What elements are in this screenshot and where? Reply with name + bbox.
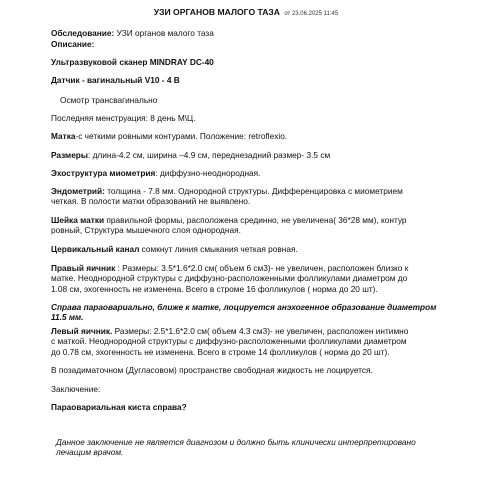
scanner-line: Ультразвуковой сканер MINDRAY DC-40: [51, 57, 214, 67]
endometrium-label: Эндометрий:: [51, 186, 105, 196]
left-ovary-line-1: [51, 326, 451, 336]
cervix-line-2: ровный, Структура мышечного слоя однородная.: [51, 225, 241, 236]
report-timestamp: от 23.06.2025 11:45: [284, 11, 339, 17]
endometrium-block: [51, 186, 451, 207]
left-ovary-text-1: Размеры: 2.5*1.6*2.0 см( объем 4.3 см3)- не увеличен, расположен интимно: [112, 326, 409, 336]
left-ovary-line-2: с маткой. Неоднородной структуры с диффузно-расположенными фолликулами диаметром: [51, 336, 407, 347]
sizes-value: : длина-4.2 см, ширина –4.9 см, переднезадний размер- 3.5 см: [87, 150, 331, 160]
cervix-block: [51, 215, 451, 236]
myometrium-label: Эхоструктура миометрия: [51, 168, 156, 178]
disclaimer-line-2: лечащим врачом.: [56, 447, 124, 458]
right-ovary-line-3: 1.08 см, эхогенность не изменена. Всего в строме 16 фолликулов ( норма до 20 шт).: [51, 283, 378, 294]
report-header: [0, 7, 492, 19]
paraovarian-line-1: Справа параовариально, ближе к матке, лоцируется анэхогенное образование диаметром: [51, 302, 437, 312]
canal-line: [51, 244, 451, 254]
left-ovary-line-3: до 0.78 см, эхогенность не изменена. Всего в строме 14 фолликулов ( норма до 20 шт).: [51, 346, 390, 357]
exam-line: [51, 28, 451, 38]
cervix-line-1: [51, 215, 451, 225]
description-label: Описание:: [51, 39, 95, 49]
exam-label: Обследование:: [51, 28, 115, 38]
cervix-text-1: правильной формы, расположена срединно, не увеличена( 36*28 мм), контур: [104, 215, 407, 225]
exam-value: УЗИ органов малого таза: [114, 28, 214, 38]
disclaimer: [56, 437, 476, 458]
sizes-label: Размеры: [51, 150, 88, 160]
probe-line: Датчик - вагинальный V10 - 4 B: [51, 75, 180, 85]
conclusion-label: Заключение:: [51, 384, 101, 394]
uterus-value: -с четкими ровными контурами. Положение: retroflexio.: [75, 131, 288, 141]
conclusion-value: Параовариальная киста справа?: [51, 402, 187, 412]
canal-value: сомкнут линия смыкания четкая ровная.: [139, 244, 298, 254]
endometrium-line-1: [51, 186, 451, 196]
uterus-line: [51, 131, 451, 141]
endometrium-text-1: толщина - 7.8 мм. Однородной структуры. Дифференцировка с миометрием: [104, 186, 403, 196]
myometrium-value: : диффузно-неоднородная.: [155, 168, 261, 178]
left-ovary-label: Левый яичник.: [51, 326, 113, 336]
left-ovary-block: [51, 326, 451, 357]
right-ovary-text-1: : Размеры: 3.5*1.6*2.0 см( объем 6 см3)- не увеличен, расположен близко к: [115, 263, 409, 273]
report-title: УЗИ ОРГАНОВ МАЛОГО ТАЗА: [153, 7, 281, 17]
sizes-line: [51, 150, 451, 160]
canal-label: Цервикальный канал: [51, 244, 140, 254]
cervix-label: Шейка матки: [51, 215, 105, 225]
right-ovary-label: Правый яичник: [51, 263, 116, 273]
last-period-line: Последняя менструация: 8 день М\Ц.: [51, 113, 196, 123]
right-ovary-line-1: [51, 263, 451, 273]
uterus-label: Матка: [51, 131, 76, 141]
paraovarian-line-2: 11.5 мм.: [51, 312, 84, 323]
right-ovary-block: [51, 263, 451, 294]
method-line: Осмотр трансвагинально: [60, 95, 158, 105]
disclaimer-line-1: Данное заключение не является диагнозом и должно быть клинически интерпретировано: [56, 437, 416, 447]
douglas-line: В позадиматочном (Дугласовом) пространстве свободная жидкость не лоцируется.: [51, 365, 373, 375]
myometrium-line: [51, 168, 451, 178]
paraovarian-note: [51, 302, 451, 323]
right-ovary-line-2: матке. Неоднородной структуры с диффузно-расположенными фолликулами диаметром до: [51, 273, 408, 284]
endometrium-line-2: четкая. В полости матки образований не выявлено.: [51, 196, 251, 207]
